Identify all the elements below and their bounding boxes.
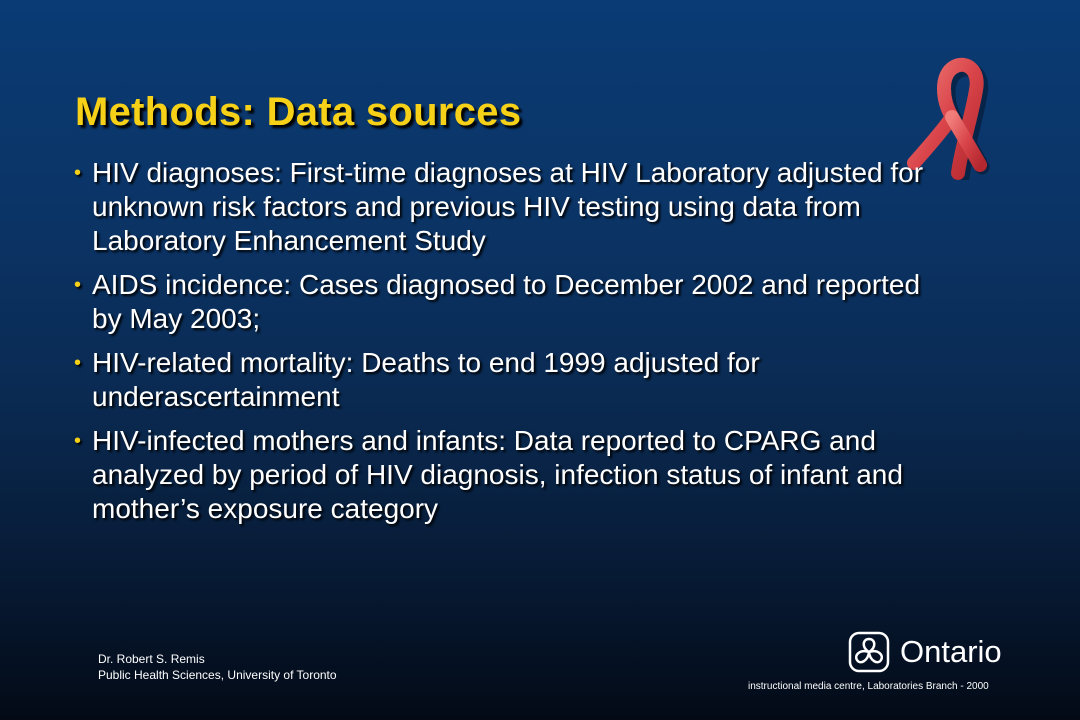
bullet-item xyxy=(72,156,952,258)
ontario-wordmark: Ontario xyxy=(900,634,1002,669)
bullet-dot-icon: • xyxy=(74,352,82,374)
bullet-text: HIV diagnoses: First-time diagnoses at HIV Laboratory adjusted for unknown risk factors and previous HIV testing using data from Laboratory Enhancement Study xyxy=(92,157,924,256)
bullet-text: AIDS incidence: Cases diagnosed to December 2002 and reported by May 2003; xyxy=(92,269,921,334)
credit-line: instructional media centre, Laboratories Branch - 2000 xyxy=(748,681,989,692)
bullet-item xyxy=(72,424,952,526)
bullet-text: HIV-infected mothers and infants: Data reported to CPARG and analyzed by period of HIV diagnosis, infection status of infant and mother’s exposure category xyxy=(92,425,903,524)
ontario-trillium-logo-icon xyxy=(848,631,890,673)
bullet-dot-icon: • xyxy=(74,162,82,184)
bullet-dot-icon: • xyxy=(74,274,82,296)
author-name: Dr. Robert S. Remis xyxy=(98,652,205,666)
slide-title: Methods: Data sources xyxy=(75,90,522,134)
ontario-logo xyxy=(848,630,1002,674)
author-affiliation: Public Health Sciences, University of Toronto xyxy=(98,668,337,682)
bullet-item xyxy=(72,346,952,414)
author-block xyxy=(98,651,337,683)
bullet-dot-icon: • xyxy=(74,430,82,452)
bullet-text: HIV-related mortality: Deaths to end 1999 adjusted for underascertainment xyxy=(92,347,760,412)
bullet-item xyxy=(72,268,952,336)
bullet-list xyxy=(72,156,952,536)
